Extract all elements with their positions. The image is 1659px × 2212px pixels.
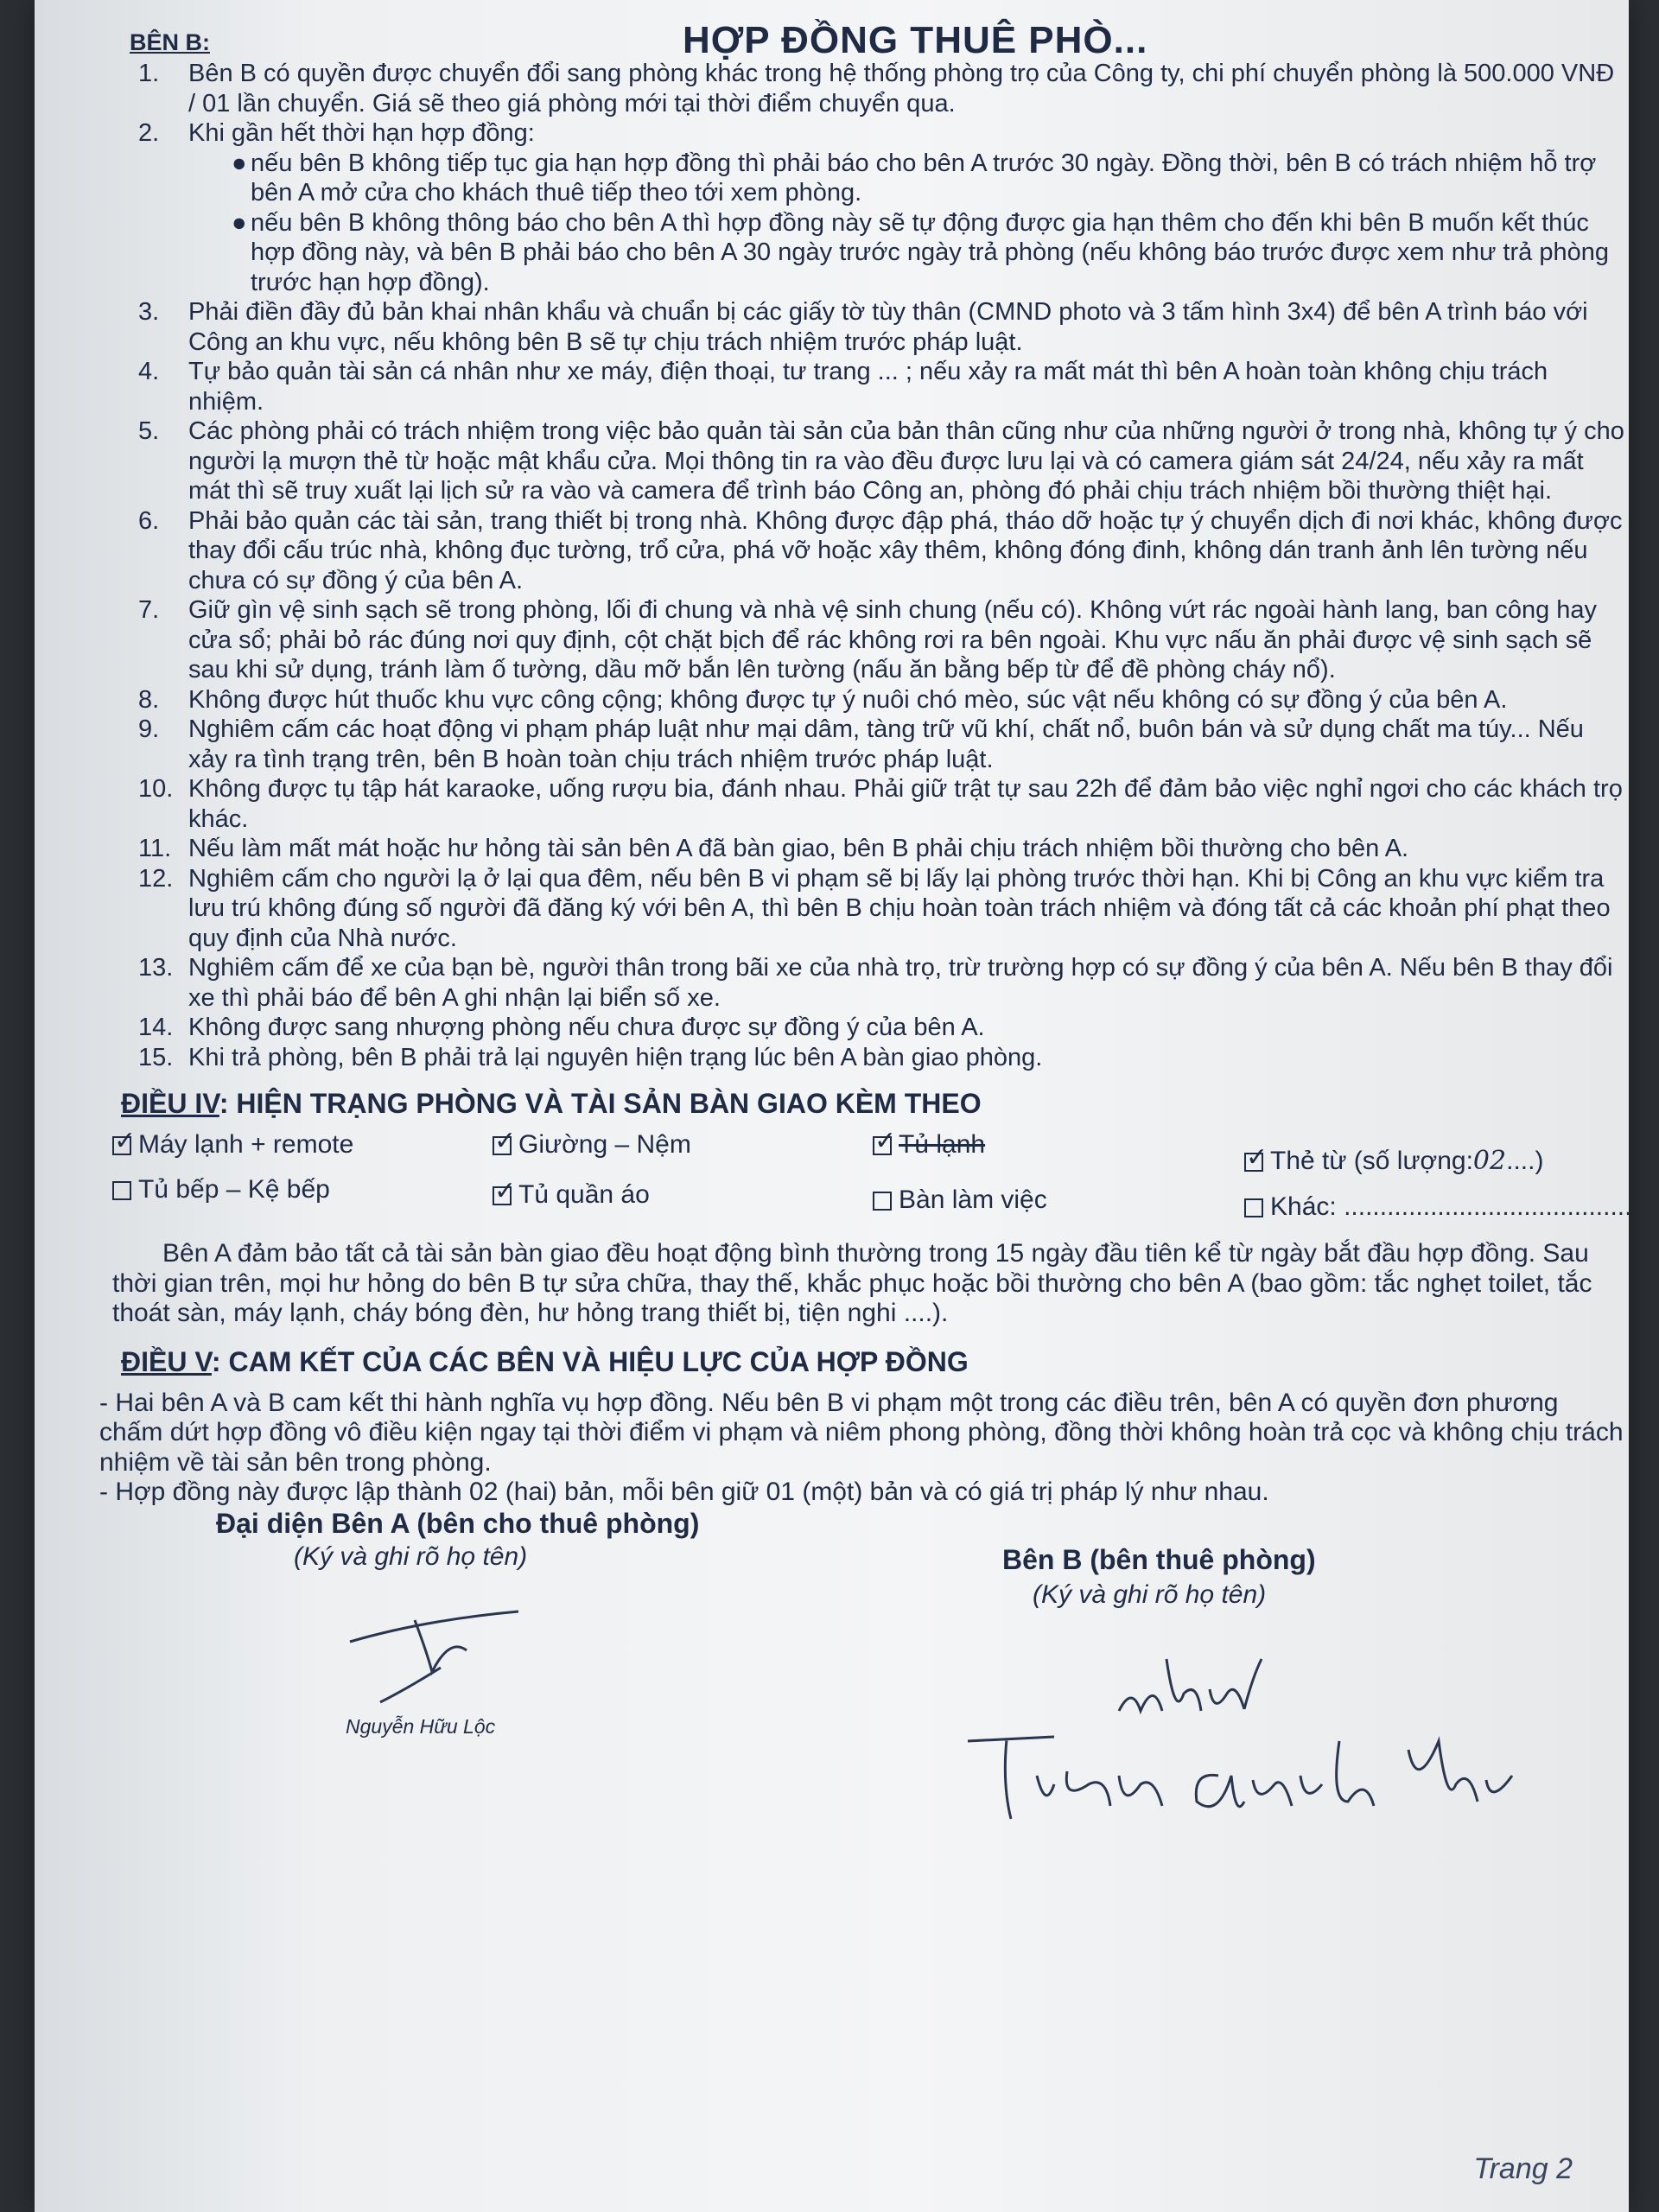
checkbox-icon[interactable] — [1244, 1198, 1263, 1217]
clause-item — [138, 297, 1624, 357]
clause-text: Khi gần hết thời hạn hợp đồng: — [188, 119, 535, 147]
checkbox-checked-icon[interactable] — [112, 1136, 131, 1155]
section-5-para-1: - Hai bên A và B cam kết thi hành nghĩa vụ hợp đồng. Nếu bên B vi phạm một trong các điều trên, bên A có quyền đơn phương chấm dứt hợp đồng vô điều kiện ngay tại thời điểm vi phạm và niêm phong phòng, đồng thời không hoàn trả cọc và không chịu trách nhiệm về tài sản bên trong phòng. — [99, 1388, 1624, 1477]
clause-item — [138, 864, 1624, 954]
check-desk[interactable] — [873, 1185, 1047, 1215]
clause-number: 11. — [138, 835, 172, 862]
check-label: Tủ lạnh — [899, 1130, 986, 1159]
party-a-title: Đại diện Bên A (bên cho thuê phòng) — [216, 1507, 700, 1539]
section-4-paragraph: Bên A đảm bảo tất cả tài sản bàn giao đều hoạt động bình thường trong 15 ngày đầu tiên kể từ ngày bắt đầu hợp đồng. Sau thời gian trên, mọi hư hỏng do bên B tự sửa chữa, thay thế, khắc phục hoặc bồi thường cho bên A (bao gồm: tắc nghẹt toilet, tắc thoát sàn, máy lạnh, cháy bóng đèn, hư hỏng trang thiết bị, tiện nghi ....). — [112, 1239, 1592, 1327]
party-b-signature-initials — [1115, 1642, 1305, 1737]
party-b-label: BÊN B: — [130, 29, 210, 55]
clause-text: Tự bảo quản tài sản cá nhân như xe máy, điện thoại, tư trang ... ; nếu xảy ra mất mát thì bên A hoàn toàn không chịu trách nhiệm. — [188, 358, 1548, 416]
clause-item — [138, 1013, 1624, 1043]
bullet-icon: ● — [232, 149, 247, 177]
clause-number: 5. — [138, 417, 160, 445]
clause-text: Khi trả phòng, bên B phải trả lại nguyên hiện trạng lúc bên A bàn giao phòng. — [188, 1043, 1043, 1071]
handwritten-quantity: 02 — [1472, 1146, 1507, 1176]
checkbox-checked-icon[interactable] — [493, 1136, 512, 1155]
check-label: Thẻ từ (số lượng: — [1270, 1147, 1473, 1175]
clause-number: 13. — [138, 954, 174, 982]
party-a-name: Nguyễn Hữu Lộc — [346, 1714, 496, 1738]
check-label: Giường – Nệm — [518, 1130, 691, 1159]
check-label: Khác: — [1270, 1192, 1344, 1221]
check-suffix: ....) — [1506, 1147, 1544, 1175]
clause-text: Phải bảo quản các tài sản, trang thiết bị trong nhà. Không được đập phá, tháo dỡ hoặc tự ý chuyển dịch đi nơi khác, không được thay đổi cấu trúc nhà, không đục tường, trổ cửa, phá vỡ hoặc xây thêm, không đóng đinh, không dán tranh ảnh lên tường nếu chưa có sự đồng ý của bên A. — [188, 506, 1623, 594]
clause-number: 7. — [138, 596, 160, 624]
clause-2 — [138, 118, 1624, 149]
bullet-item — [138, 208, 1624, 298]
clause-number: 9. — [138, 715, 160, 743]
bullet-icon: ● — [232, 208, 247, 237]
section-5-label: ĐIỀU V — [121, 1345, 212, 1377]
party-b-note: (Ký và ghi rõ họ tên) — [1033, 1580, 1267, 1609]
clause-number: 2. — [138, 119, 160, 147]
check-other[interactable] — [1244, 1192, 1631, 1222]
check-label: Tủ quần áo — [518, 1180, 650, 1209]
clause-number: 10. — [138, 775, 174, 803]
clause-text: Nghiêm cấm cho người lạ ở lại qua đêm, nếu bên B vi phạm sẽ bị lấy lại phòng trước thời hạn. Khi bị Công an khu vực kiểm tra lưu trú không đúng số người đã đăng ký với bên A, thì bên B chịu hoàn toàn trách nhiệm và đóng tất cả các khoản phí phạt theo quy định của Nhà nước. — [188, 864, 1611, 952]
clause-item — [138, 953, 1624, 1013]
check-wardrobe[interactable] — [493, 1180, 650, 1210]
clause-item — [138, 774, 1624, 834]
clause-number: 15. — [138, 1043, 174, 1071]
check-kitchen-cabinet[interactable] — [112, 1175, 330, 1205]
contract-page — [35, 0, 1632, 2212]
bullet-text: nếu bên B không tiếp tục gia hạn hợp đồng thì phải báo cho bên A trước 30 ngày. Đồng thời, bên B có trách nhiệm hỗ trợ bên A mở cửa cho khách thuê tiếp theo tới xem phòng. — [251, 149, 1597, 207]
page-number: Trang 2 — [1473, 2152, 1573, 2185]
signature-area — [130, 1508, 1624, 1802]
party-b-signature-fullname — [959, 1724, 1581, 1827]
other-fill-line: ........................................ — [1344, 1192, 1632, 1221]
clause-1 — [138, 59, 1624, 118]
clause-item — [138, 506, 1624, 596]
clause-text: Nếu làm mất mát hoặc hư hỏng tài sản bên A đã bàn giao, bên B phải chịu trách nhiệm bồi thường cho bên A. — [188, 835, 1409, 862]
clause-text: Các phòng phải có trách nhiệm trong việc bảo quản tài sản của bản thân cũng như của những người ở trong nhà, không tự ý cho người lạ mượn thẻ từ hoặc mật khẩu cửa. Mọi thông tin ra vào đều được lưu lại và có camera giám sát 24/24, nếu xảy ra mất mát thì sẽ truy xuất lại lịch sử ra vào và camera để trình báo Công an, phòng đó phải chịu trách nhiệm bồi thường thiệt hại. — [188, 417, 1624, 505]
check-label: Bàn làm việc — [899, 1185, 1047, 1214]
clause-item — [138, 685, 1624, 715]
clause-item — [138, 834, 1624, 864]
check-label: Máy lạnh + remote — [138, 1130, 354, 1159]
clause-number: 8. — [138, 685, 160, 714]
party-a-note: (Ký và ghi rõ họ tên) — [294, 1541, 528, 1571]
check-air-conditioner[interactable] — [112, 1130, 353, 1160]
asset-checklist — [112, 1130, 1632, 1234]
bullet-text: nếu bên B không thông báo cho bên A thì hợp đồng này sẽ tự động được gia hạn thêm cho đến khi bên B muốn kết thúc hợp đồng này, và bên B phải báo cho bên A 30 ngày trước ngày trả phòng (nếu không báo trước được xem như trả phòng trước hạn hợp đồng). — [251, 208, 1609, 296]
clause-text: Không được sang nhượng phòng nếu chưa được sự đồng ý của bên A. — [188, 1014, 985, 1041]
clause-text: Giữ gìn vệ sinh sạch sẽ trong phòng, lối đi chung và nhà vệ sinh chung (nếu có). Không vứt rác ngoài hành lang, ban công hay cửa sổ; phải bỏ rác đúng nơi quy định, cột chặt bịch để rác không rơi ra bên ngoài. Khu vực nấu ăn phải được vệ sinh sạch sẽ sau khi sử dụng, tránh làm ố tường, dầu mỡ bắn lên tường (nấu ăn bằng bếp từ để đề phòng cháy nổ). — [188, 596, 1598, 683]
clause-number: 4. — [138, 358, 160, 385]
party-a-signature — [346, 1603, 605, 1707]
clause-item — [138, 416, 1624, 506]
clause-text: Phải điền đầy đủ bản khai nhân khẩu và chuẩn bị các giấy tờ tùy thân (CMND photo và 3 tấm hình 3x4) để bên A trình báo với Công an khu vực, nếu không bên B sẽ tự chịu trách nhiệm trước pháp luật. — [188, 298, 1588, 356]
section-4-title: : HIỆN TRẠNG PHÒNG VÀ TÀI SẢN BÀN GIAO KÈM THEO — [219, 1088, 982, 1119]
clause-item — [138, 357, 1624, 416]
clause-item — [138, 1043, 1624, 1073]
section-5-heading — [121, 1346, 1624, 1378]
check-bed[interactable] — [493, 1130, 691, 1160]
contract-body — [99, 59, 1632, 1802]
clause-item — [138, 595, 1624, 685]
section-5-title: : CAM KẾT CỦA CÁC BÊN VÀ HIỆU LỰC CỦA HỢP ĐỒNG — [211, 1345, 969, 1377]
check-fridge[interactable] — [873, 1130, 985, 1160]
section-4-heading — [121, 1088, 1624, 1120]
clause-text: Bên B có quyền được chuyển đổi sang phòng khác trong hệ thống phòng trọ của Công ty, chi phí chuyển phòng là 500.000 VNĐ / 01 lần chuyển. Giá sẽ theo giá phòng mới tại thời điểm chuyển qua. — [188, 60, 1615, 118]
checkbox-icon[interactable] — [112, 1181, 131, 1200]
checkbox-checked-icon[interactable] — [873, 1136, 892, 1155]
section-4-label: ĐIỀU IV — [121, 1088, 219, 1119]
clause-text: Không được hút thuốc khu vực công cộng; không được tự ý nuôi chó mèo, súc vật nếu không có sự đồng ý của bên A. — [188, 685, 1508, 714]
clause-number: 3. — [138, 298, 160, 326]
clause-list — [138, 297, 1624, 1072]
checkbox-checked-icon[interactable] — [1244, 1153, 1263, 1172]
clause-number: 1. — [138, 60, 160, 87]
check-label: Tủ bếp – Kệ bếp — [138, 1175, 330, 1204]
clause-item — [138, 715, 1624, 774]
clause-text: Nghiêm cấm để xe của bạn bè, người thân trong bãi xe của nhà trọ, trừ trường hợp có sự đồng ý của bên A. Nếu bên B thay đổi xe thì phải báo để bên A ghi nhận lại biển số xe. — [188, 954, 1613, 1012]
clause-number: 14. — [138, 1014, 174, 1041]
document-title: HỢP ĐỒNG THUÊ PHÒ... — [683, 19, 1148, 61]
checkbox-icon[interactable] — [873, 1192, 892, 1211]
clause-number: 12. — [138, 864, 174, 893]
clause-text: Nghiêm cấm các hoạt động vi phạm pháp luật như mại dâm, tàng trữ vũ khí, chất nổ, buôn bán và sử dụng chất ma túy... Nếu xảy ra tình trạng trên, bên B hoàn toàn chịu trách nhiệm trước pháp luật. — [188, 715, 1584, 773]
checkbox-checked-icon[interactable] — [493, 1186, 512, 1205]
check-key-card[interactable] — [1244, 1146, 1543, 1176]
bullet-item — [138, 149, 1624, 208]
clause-number: 6. — [138, 506, 160, 535]
party-b-title: Bên B (bên thuê phòng) — [1002, 1543, 1316, 1575]
section-5-para-2: - Hợp đồng này được lập thành 02 (hai) bản, mỗi bên giữ 01 (một) bản và có giá trị pháp lý như nhau. — [99, 1478, 1269, 1506]
clause-text: Không được tụ tập hát karaoke, uống rượu bia, đánh nhau. Phải giữ trật tự sau 22h để đảm bảo việc nghỉ ngơi cho các khách trọ khác. — [188, 775, 1623, 833]
